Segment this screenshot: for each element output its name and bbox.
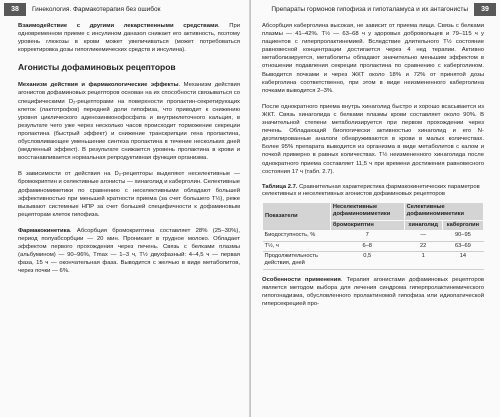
left-page-content — [18, 22, 240, 417]
usage-paragraph — [262, 276, 484, 308]
left-running-title: Гинекология. Фармакотерапия без ошибок — [32, 6, 161, 13]
pharmacokinetics-text: . Абсорбция бромокриптина составляет 28% (25–30%), период полуабсорбции — 20 мин. Проникает в грудное молоко. Обладает эффектом первого прохождения через печень. Связь с белками плазмы (альбумином) — 90–96%, Tmax — 1–3 ч, T½ двухфазный: 4–4,5 ч — первая фаза, 15 ч — окончательная фаза. Выводится с желчью в виде метаболитов, через почки — 6%. — [18, 227, 240, 275]
subheader-cabergoline: каберголин — [442, 220, 483, 230]
pk-comparison-table — [262, 202, 484, 270]
quinagolide-paragraph: После однократного приема внутрь хинаголид быстро и хорошо всасывается из ЖКТ. Связь хинаголида с белками плазмы крови составляет около 90%. В значительной степени метаболизируется при первом прохождении через печень. Обладающий биологически активностью хинаголид и его N-деэтилированные аналоги обнаруживаются в крови в малых количествах. Более 95% препарата выводится из организма в виде метаболитов с калом и почкой примерно в равных количествах. T½ неизмененного хинаголида после однократного приема составляет 11,5 ч при времени достижения равновесного состояния 17 ч (табл. 2.7). — [262, 103, 484, 175]
right-page-content — [262, 22, 484, 417]
table-caption-label: Таблица 2.7. — [262, 183, 298, 190]
left-running-header — [4, 3, 240, 16]
table-caption-text: Сравнительная характеристика фармакокинетических параметров селективных и неселективных агонистов дофаминовых рецепторов — [262, 183, 480, 198]
usage-text: . Терапия агонистами дофаминовых рецепторов является методом выбора для лечения синдрома гиперпролактинемического гипогонадизма, обусловленного пролактиномой гипофиза или идиопатической гиперсекрецией про- — [262, 276, 484, 307]
usage-heading: Особенности применения — [262, 276, 341, 283]
right-running-header — [261, 3, 496, 16]
mechanism-text: . Механизм действия агонистов дофаминовых рецепторов основан на их способности связываться со специфическими D₂-рецепторами на поверхности пролактин-секретирующих клеток (лактотрофов) передней доли гипофиза, что приводит к снижению уровня циклического аденозинмонофосфата и внутриклеточного кальция, в результате чего уже через несколько часов происходит торможение секреции пролактина (быстрый эффект) и снижение транскрипции гена пролактина, обусловливающее уменьшение синтеза пролактина в течение нескольких дней (медленный эффект). В результате снижается уровень пролактина в крови и восстанавливается нормальная репродуктивная функция организма. — [18, 82, 240, 162]
row-indicator: T½, ч — [263, 241, 331, 251]
header-selective: Селективные дофаминомиметики — [404, 202, 483, 220]
cell-quinagolide: — — [404, 231, 442, 241]
cabergoline-paragraph: Абсорбция каберголина высокая, не зависит от приема пищи. Связь с белками плазмы — 41–42%. T½ — 63–68 ч у здоровых добровольцев и 79–115 ч у пациентов с гиперпролактинемией. Вследствие длительного T½ состояние равновесной концентрации достигается через 4 нед терапии. Активно метаболизируется, метаболиты обладают значительно меньшим эффектом в отношении подавления секреции пролактина по сравнению с каберголином. Выводится почками и через ЖКТ около 18% и 72% от принятой дозы каберголина соответственно, при этом в виде неизмененного каберголина почками выводится 2–3%. — [262, 23, 484, 94]
cell-quinagolide: 22 — [404, 241, 442, 251]
row-indicator: Биодоступность, % — [263, 231, 331, 241]
table-row — [263, 241, 484, 251]
pharmacokinetics-heading: Фармакокинетика — [18, 227, 70, 234]
right-running-title: Препараты гормонов гипофиза и гипоталамуса и их антагонисты — [271, 6, 468, 13]
table-row — [263, 231, 484, 241]
cell-bromocriptine: 6–8 — [330, 241, 404, 251]
selectivity-paragraph: В зависимости от действия на D₂-рецепторы выделяют неселективные — бромокриптин и селективные агонисты — хинаголид и каберголин. Селективные дофаминомиметики по сравнению с неселективными обладают большей эффективностью при меньшей кратности приема (за счет большего T½), реже вызывают системные НПР за счет большей специфичности к дофаминовым рецепторам клеток гипофиза. — [18, 171, 240, 218]
cell-cabergoline: 14 — [442, 251, 483, 269]
drug-interactions-text: . При одновременном приеме с инсулином даназол снижает его активность, поэтому уровень глюкозы в крови может увеличиваться (может потребоваться корректировка дозы гипогликемических средств и инсулина). — [18, 23, 241, 54]
mechanism-paragraph — [18, 81, 240, 162]
section-title: Агонисты дофаминовых рецепторов — [18, 62, 176, 73]
table-caption — [262, 184, 484, 199]
right-page-number: 39 — [474, 3, 496, 16]
pharmacokinetics-paragraph — [18, 227, 240, 276]
mechanism-heading: Механизм действия и фармакологические эффекты — [18, 82, 179, 89]
table-header-row — [263, 202, 484, 220]
cell-bromocriptine: 0,5 — [330, 251, 404, 269]
right-page — [251, 0, 500, 417]
drug-interactions-heading: Взаимодействие с другими лекарственными средствами — [18, 23, 218, 29]
cell-cabergoline: 63–69 — [442, 241, 483, 251]
table-row — [263, 251, 484, 269]
subheader-bromocriptine: бромокриптин — [330, 220, 404, 230]
cell-bromocriptine: 7 — [330, 231, 404, 241]
left-page-number: 38 — [4, 3, 26, 16]
header-indicator: Показатели — [263, 202, 331, 230]
cell-quinagolide: 1 — [404, 251, 442, 269]
cell-cabergoline: 90–95 — [442, 231, 483, 241]
subheader-quinagolide: хинаголид — [404, 220, 442, 230]
header-nonselective: Неселективные дофаминомиметики — [330, 202, 404, 220]
drug-interactions-paragraph — [18, 22, 240, 54]
row-indicator: Продолжительность действия, дней — [263, 251, 331, 269]
